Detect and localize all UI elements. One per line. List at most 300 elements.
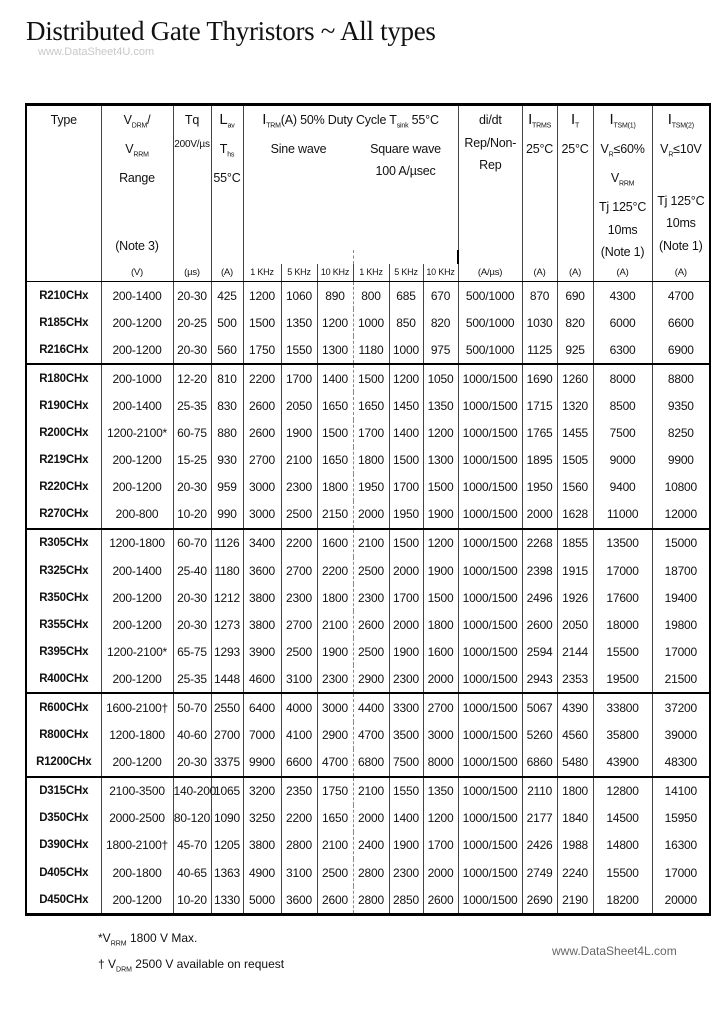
value-cell: 2600 bbox=[353, 611, 389, 638]
value-cell: 1400 bbox=[389, 420, 423, 447]
type-cell: D350CHx bbox=[26, 805, 101, 832]
type-cell: D450CHx bbox=[26, 886, 101, 915]
value-cell: 1700 bbox=[281, 364, 317, 392]
value-cell: 500/1000 bbox=[458, 309, 522, 336]
value-cell: 1260 bbox=[557, 364, 593, 392]
value-cell: 14100 bbox=[652, 777, 710, 805]
value-cell: 1350 bbox=[281, 309, 317, 336]
value-cell: 1600 bbox=[423, 638, 458, 665]
unit-lav: (A) bbox=[211, 264, 243, 282]
value-cell: 17600 bbox=[593, 584, 652, 611]
value-cell: 1000/1500 bbox=[458, 584, 522, 611]
value-cell: 6000 bbox=[593, 309, 652, 336]
value-cell: 1560 bbox=[557, 474, 593, 501]
value-cell: 850 bbox=[389, 309, 423, 336]
value-cell: 1600 bbox=[317, 529, 353, 557]
value-cell: 2200 bbox=[243, 364, 281, 392]
value-cell: 1800-2100† bbox=[101, 832, 173, 859]
value-cell: 60-75 bbox=[173, 420, 211, 447]
header-sine-spacer bbox=[243, 250, 353, 264]
value-cell: 2594 bbox=[522, 638, 557, 665]
table-row bbox=[26, 420, 710, 447]
value-cell: 1650 bbox=[317, 392, 353, 419]
value-cell: 11000 bbox=[593, 501, 652, 529]
value-cell: 25-35 bbox=[173, 392, 211, 419]
value-cell: 9000 bbox=[593, 447, 652, 474]
value-cell: 4700 bbox=[353, 722, 389, 749]
value-cell: 1000/1500 bbox=[458, 364, 522, 392]
value-cell: 17000 bbox=[652, 638, 710, 665]
value-cell: 425 bbox=[211, 282, 243, 310]
table-row bbox=[26, 722, 710, 749]
value-cell: 2426 bbox=[522, 832, 557, 859]
table-row bbox=[26, 336, 710, 364]
value-cell: 1300 bbox=[423, 447, 458, 474]
header-square: Square wave 100 A/µsec bbox=[370, 142, 441, 179]
value-cell: 1400 bbox=[389, 805, 423, 832]
table-row bbox=[26, 364, 710, 392]
type-cell: R216CHx bbox=[26, 336, 101, 364]
value-cell: 959 bbox=[211, 474, 243, 501]
value-cell: 1800 bbox=[353, 447, 389, 474]
value-cell: 1700 bbox=[353, 420, 389, 447]
value-cell: 1000/1500 bbox=[458, 392, 522, 419]
value-cell: 1926 bbox=[557, 584, 593, 611]
value-cell: 50-70 bbox=[173, 693, 211, 721]
value-cell: 48300 bbox=[652, 749, 710, 777]
value-cell: 810 bbox=[211, 364, 243, 392]
value-cell: 925 bbox=[557, 336, 593, 364]
value-cell: 1915 bbox=[557, 557, 593, 584]
value-cell: 975 bbox=[423, 336, 458, 364]
value-cell: 20-30 bbox=[173, 611, 211, 638]
value-cell: 1200-2100* bbox=[101, 420, 173, 447]
value-cell: 12-20 bbox=[173, 364, 211, 392]
value-cell: 1628 bbox=[557, 501, 593, 529]
value-cell: 25-40 bbox=[173, 557, 211, 584]
header-type: Type bbox=[26, 105, 101, 265]
value-cell: 200-1200 bbox=[101, 474, 173, 501]
value-cell: 1500 bbox=[423, 474, 458, 501]
table-row bbox=[26, 501, 710, 529]
page-title: Distributed Gate Thyristors ~ All types bbox=[26, 16, 436, 46]
value-cell: 1050 bbox=[423, 364, 458, 392]
value-cell: 1320 bbox=[557, 392, 593, 419]
value-cell: 930 bbox=[211, 447, 243, 474]
value-cell: 10800 bbox=[652, 474, 710, 501]
value-cell: 1273 bbox=[211, 611, 243, 638]
value-cell: 1200 bbox=[317, 309, 353, 336]
value-cell: 4600 bbox=[243, 665, 281, 693]
value-cell: 820 bbox=[557, 309, 593, 336]
value-cell: 6400 bbox=[243, 693, 281, 721]
type-cell: R350CHx bbox=[26, 584, 101, 611]
table-row bbox=[26, 584, 710, 611]
value-cell: 15000 bbox=[652, 529, 710, 557]
value-cell: 2500 bbox=[317, 859, 353, 886]
value-cell: 2600 bbox=[243, 420, 281, 447]
unit-itsm2: (A) bbox=[652, 264, 710, 282]
value-cell: 2800 bbox=[281, 832, 317, 859]
value-cell: 1000/1500 bbox=[458, 859, 522, 886]
table-row bbox=[26, 832, 710, 859]
value-cell: 18700 bbox=[652, 557, 710, 584]
value-cell: 4300 bbox=[593, 282, 652, 310]
value-cell: 1000/1500 bbox=[458, 447, 522, 474]
value-cell: 1125 bbox=[522, 336, 557, 364]
value-cell: 2500 bbox=[281, 501, 317, 529]
value-cell: 19800 bbox=[652, 611, 710, 638]
value-cell: 6300 bbox=[593, 336, 652, 364]
value-cell: 1000/1500 bbox=[458, 638, 522, 665]
freq-square-5k: 5 KHz bbox=[389, 264, 423, 282]
value-cell: 7500 bbox=[593, 420, 652, 447]
header-it: $I_T$ 25°C bbox=[557, 105, 593, 265]
value-cell: 2700 bbox=[243, 447, 281, 474]
table-row bbox=[26, 529, 710, 557]
value-cell: 2800 bbox=[353, 886, 389, 915]
value-cell: 1000/1500 bbox=[458, 529, 522, 557]
value-cell: 200-800 bbox=[101, 501, 173, 529]
table-body bbox=[26, 282, 710, 915]
value-cell: 1900 bbox=[423, 501, 458, 529]
value-cell: 1950 bbox=[353, 474, 389, 501]
thyristor-table bbox=[25, 103, 711, 916]
value-cell: 2300 bbox=[389, 859, 423, 886]
value-cell: 2100 bbox=[353, 529, 389, 557]
value-cell: 13500 bbox=[593, 529, 652, 557]
table-row bbox=[26, 777, 710, 805]
value-cell: 2398 bbox=[522, 557, 557, 584]
value-cell: 2700 bbox=[211, 722, 243, 749]
value-cell: 2200 bbox=[281, 805, 317, 832]
value-cell: 2144 bbox=[557, 638, 593, 665]
value-cell: 20-30 bbox=[173, 749, 211, 777]
value-cell: 1650 bbox=[353, 392, 389, 419]
value-cell: 1000/1500 bbox=[458, 420, 522, 447]
value-cell: 6860 bbox=[522, 749, 557, 777]
value-cell: 4000 bbox=[281, 693, 317, 721]
value-cell: 1900 bbox=[389, 832, 423, 859]
value-cell: 3900 bbox=[243, 638, 281, 665]
value-cell: 690 bbox=[557, 282, 593, 310]
value-cell: 12800 bbox=[593, 777, 652, 805]
value-cell: 200-1200 bbox=[101, 611, 173, 638]
type-cell: R305CHx bbox=[26, 529, 101, 557]
type-cell: R1200CHx bbox=[26, 749, 101, 777]
value-cell: 1000/1500 bbox=[458, 832, 522, 859]
value-cell: 820 bbox=[423, 309, 458, 336]
header-square-spacer bbox=[353, 250, 458, 264]
value-cell: 2800 bbox=[353, 859, 389, 886]
value-cell: 37200 bbox=[652, 693, 710, 721]
value-cell: 200-1200 bbox=[101, 665, 173, 693]
header-itsm1: $I_{TSM(1)}$ $V_R\le 60\%$ $V_{RRM}$ Tj 125°C 10ms (Note 1) bbox=[593, 105, 652, 265]
value-cell: 60-70 bbox=[173, 529, 211, 557]
value-cell: 9350 bbox=[652, 392, 710, 419]
value-cell: 1950 bbox=[389, 501, 423, 529]
value-cell: 4400 bbox=[353, 693, 389, 721]
value-cell: 2000 bbox=[389, 611, 423, 638]
value-cell: 2190 bbox=[557, 886, 593, 915]
type-cell: R600CHx bbox=[26, 693, 101, 721]
value-cell: 1448 bbox=[211, 665, 243, 693]
type-cell: R270CHx bbox=[26, 501, 101, 529]
value-cell: 1505 bbox=[557, 447, 593, 474]
table-row bbox=[26, 859, 710, 886]
value-cell: 20-25 bbox=[173, 309, 211, 336]
value-cell: 1000/1500 bbox=[458, 749, 522, 777]
table-row bbox=[26, 886, 710, 915]
value-cell: 18200 bbox=[593, 886, 652, 915]
value-cell: 2200 bbox=[281, 529, 317, 557]
value-cell: 2110 bbox=[522, 777, 557, 805]
value-cell: 1200 bbox=[423, 420, 458, 447]
value-cell: 1350 bbox=[423, 777, 458, 805]
watermark-top: www.DataSheet4U.com bbox=[38, 46, 155, 58]
value-cell: 830 bbox=[211, 392, 243, 419]
value-cell: 1950 bbox=[522, 474, 557, 501]
value-cell: 65-75 bbox=[173, 638, 211, 665]
table-row bbox=[26, 557, 710, 584]
value-cell: 20-30 bbox=[173, 282, 211, 310]
header-row bbox=[26, 105, 710, 251]
unit-itsm1: (A) bbox=[593, 264, 652, 282]
value-cell: 1765 bbox=[522, 420, 557, 447]
value-cell: 1840 bbox=[557, 805, 593, 832]
value-cell: 20-30 bbox=[173, 474, 211, 501]
value-cell: 5480 bbox=[557, 749, 593, 777]
header-itrm: $I_{TRM}(A)$ 50% Duty Cycle $T_{sink}$ 55°C Sine wave Square wave 100 A/µsec bbox=[243, 105, 458, 251]
value-cell: 18000 bbox=[593, 611, 652, 638]
value-cell: 3600 bbox=[243, 557, 281, 584]
value-cell: 1200 bbox=[389, 364, 423, 392]
value-cell: 800 bbox=[353, 282, 389, 310]
value-cell: 1650 bbox=[317, 805, 353, 832]
value-cell: 1500 bbox=[317, 420, 353, 447]
value-cell: 2300 bbox=[281, 584, 317, 611]
value-cell: 20000 bbox=[652, 886, 710, 915]
value-cell: 8500 bbox=[593, 392, 652, 419]
value-cell: 1650 bbox=[317, 447, 353, 474]
table-row bbox=[26, 749, 710, 777]
value-cell: 2100 bbox=[353, 777, 389, 805]
value-cell: 3100 bbox=[281, 665, 317, 693]
value-cell: 3250 bbox=[243, 805, 281, 832]
value-cell: 7500 bbox=[389, 749, 423, 777]
value-cell: 14500 bbox=[593, 805, 652, 832]
header-lav: $L_{av}$ $T_{hs}$ 55°C bbox=[211, 105, 243, 265]
footnote-vrrm: $*V_{RRM}$ 1800 V Max. bbox=[98, 931, 198, 948]
value-cell: 3000 bbox=[317, 693, 353, 721]
value-cell: 200-1200 bbox=[101, 886, 173, 915]
value-cell: 2240 bbox=[557, 859, 593, 886]
value-cell: 890 bbox=[317, 282, 353, 310]
type-cell: R185CHx bbox=[26, 309, 101, 336]
value-cell: 1200 bbox=[423, 805, 458, 832]
value-cell: 1180 bbox=[211, 557, 243, 584]
value-cell: 2500 bbox=[281, 638, 317, 665]
value-cell: 2500 bbox=[353, 557, 389, 584]
value-cell: 21500 bbox=[652, 665, 710, 693]
type-cell: R355CHx bbox=[26, 611, 101, 638]
value-cell: 2268 bbox=[522, 529, 557, 557]
value-cell: 1450 bbox=[389, 392, 423, 419]
value-cell: 5000 bbox=[243, 886, 281, 915]
value-cell: 1000/1500 bbox=[458, 474, 522, 501]
value-cell: 1900 bbox=[389, 638, 423, 665]
value-cell: 39000 bbox=[652, 722, 710, 749]
value-cell: 15-25 bbox=[173, 447, 211, 474]
value-cell: 2900 bbox=[317, 722, 353, 749]
value-cell: 1030 bbox=[522, 309, 557, 336]
value-cell: 2150 bbox=[317, 501, 353, 529]
value-cell: 2100 bbox=[317, 832, 353, 859]
value-cell: 1000/1500 bbox=[458, 501, 522, 529]
value-cell: 1500 bbox=[423, 584, 458, 611]
value-cell: 8250 bbox=[652, 420, 710, 447]
value-cell: 1090 bbox=[211, 805, 243, 832]
value-cell: 1000/1500 bbox=[458, 886, 522, 915]
value-cell: 2690 bbox=[522, 886, 557, 915]
value-cell: 4700 bbox=[652, 282, 710, 310]
value-cell: 35800 bbox=[593, 722, 652, 749]
value-cell: 500/1000 bbox=[458, 336, 522, 364]
type-cell: R190CHx bbox=[26, 392, 101, 419]
value-cell: 6900 bbox=[652, 336, 710, 364]
table-row bbox=[26, 805, 710, 832]
type-cell: R220CHx bbox=[26, 474, 101, 501]
value-cell: 7000 bbox=[243, 722, 281, 749]
value-cell: 1855 bbox=[557, 529, 593, 557]
value-cell: 3800 bbox=[243, 832, 281, 859]
value-cell: 15500 bbox=[593, 859, 652, 886]
value-cell: 685 bbox=[389, 282, 423, 310]
value-cell: 2000-2500 bbox=[101, 805, 173, 832]
value-cell: 1180 bbox=[353, 336, 389, 364]
value-cell: 8800 bbox=[652, 364, 710, 392]
value-cell: 1000/1500 bbox=[458, 805, 522, 832]
value-cell: 500 bbox=[211, 309, 243, 336]
value-cell: 2850 bbox=[389, 886, 423, 915]
value-cell: 200-1400 bbox=[101, 392, 173, 419]
type-cell: R219CHx bbox=[26, 447, 101, 474]
value-cell: 8000 bbox=[423, 749, 458, 777]
table-row bbox=[26, 638, 710, 665]
type-cell: R800CHx bbox=[26, 722, 101, 749]
value-cell: 2749 bbox=[522, 859, 557, 886]
value-cell: 1690 bbox=[522, 364, 557, 392]
unit-vdrm: (V) bbox=[101, 264, 173, 282]
value-cell: 2350 bbox=[281, 777, 317, 805]
value-cell: 1800 bbox=[557, 777, 593, 805]
value-cell: 1900 bbox=[423, 557, 458, 584]
value-cell: 2353 bbox=[557, 665, 593, 693]
value-cell: 1500 bbox=[243, 309, 281, 336]
value-cell: 1000/1500 bbox=[458, 557, 522, 584]
value-cell: 1700 bbox=[389, 474, 423, 501]
value-cell: 15500 bbox=[593, 638, 652, 665]
value-cell: 1750 bbox=[243, 336, 281, 364]
value-cell: 1500 bbox=[353, 364, 389, 392]
value-cell: 1363 bbox=[211, 859, 243, 886]
value-cell: 1500 bbox=[389, 529, 423, 557]
value-cell: 2900 bbox=[353, 665, 389, 693]
value-cell: 40-65 bbox=[173, 859, 211, 886]
value-cell: 1400 bbox=[317, 364, 353, 392]
value-cell: 200-1000 bbox=[101, 364, 173, 392]
value-cell: 9900 bbox=[652, 447, 710, 474]
value-cell: 1900 bbox=[317, 638, 353, 665]
value-cell: 1212 bbox=[211, 584, 243, 611]
unit-type bbox=[26, 264, 101, 282]
value-cell: 3375 bbox=[211, 749, 243, 777]
value-cell: 1455 bbox=[557, 420, 593, 447]
freq-square-1k: 1 KHz bbox=[353, 264, 389, 282]
value-cell: 1800 bbox=[317, 474, 353, 501]
freq-square-10k: 10 KHz bbox=[423, 264, 458, 282]
value-cell: 2550 bbox=[211, 693, 243, 721]
value-cell: 3000 bbox=[423, 722, 458, 749]
value-cell: 2300 bbox=[353, 584, 389, 611]
table-row bbox=[26, 665, 710, 693]
value-cell: 500/1000 bbox=[458, 282, 522, 310]
value-cell: 2600 bbox=[423, 886, 458, 915]
value-cell: 1900 bbox=[281, 420, 317, 447]
value-cell: 2200 bbox=[317, 557, 353, 584]
freq-sine-10k: 10 KHz bbox=[317, 264, 353, 282]
value-cell: 880 bbox=[211, 420, 243, 447]
unit-irms: (A) bbox=[522, 264, 557, 282]
value-cell: 1988 bbox=[557, 832, 593, 859]
value-cell: 2000 bbox=[423, 859, 458, 886]
value-cell: 1000/1500 bbox=[458, 611, 522, 638]
units-row bbox=[26, 264, 710, 282]
value-cell: 1200-1800 bbox=[101, 722, 173, 749]
value-cell: 2300 bbox=[281, 474, 317, 501]
type-cell: R210CHx bbox=[26, 282, 101, 310]
value-cell: 9400 bbox=[593, 474, 652, 501]
value-cell: 1700 bbox=[423, 832, 458, 859]
value-cell: 200-1200 bbox=[101, 447, 173, 474]
value-cell: 1300 bbox=[317, 336, 353, 364]
value-cell: 12000 bbox=[652, 501, 710, 529]
value-cell: 40-60 bbox=[173, 722, 211, 749]
value-cell: 4100 bbox=[281, 722, 317, 749]
value-cell: 1550 bbox=[281, 336, 317, 364]
value-cell: 3000 bbox=[243, 501, 281, 529]
value-cell: 1200-1800 bbox=[101, 529, 173, 557]
value-cell: 2700 bbox=[423, 693, 458, 721]
value-cell: 1000 bbox=[389, 336, 423, 364]
value-cell: 1715 bbox=[522, 392, 557, 419]
value-cell: 14800 bbox=[593, 832, 652, 859]
header-irms: $I_{TRMS}$ 25°C bbox=[522, 105, 557, 265]
value-cell: 80-120 bbox=[173, 805, 211, 832]
type-cell: R395CHx bbox=[26, 638, 101, 665]
table-row bbox=[26, 693, 710, 721]
footnotes bbox=[98, 928, 284, 981]
watermark-bottom: www.DataSheet4L.com bbox=[552, 944, 677, 958]
value-cell: 4390 bbox=[557, 693, 593, 721]
value-cell: 19500 bbox=[593, 665, 652, 693]
value-cell: 200-1400 bbox=[101, 282, 173, 310]
value-cell: 200-1800 bbox=[101, 859, 173, 886]
value-cell: 870 bbox=[522, 282, 557, 310]
value-cell: 20-30 bbox=[173, 336, 211, 364]
table-row bbox=[26, 447, 710, 474]
value-cell: 25-35 bbox=[173, 665, 211, 693]
